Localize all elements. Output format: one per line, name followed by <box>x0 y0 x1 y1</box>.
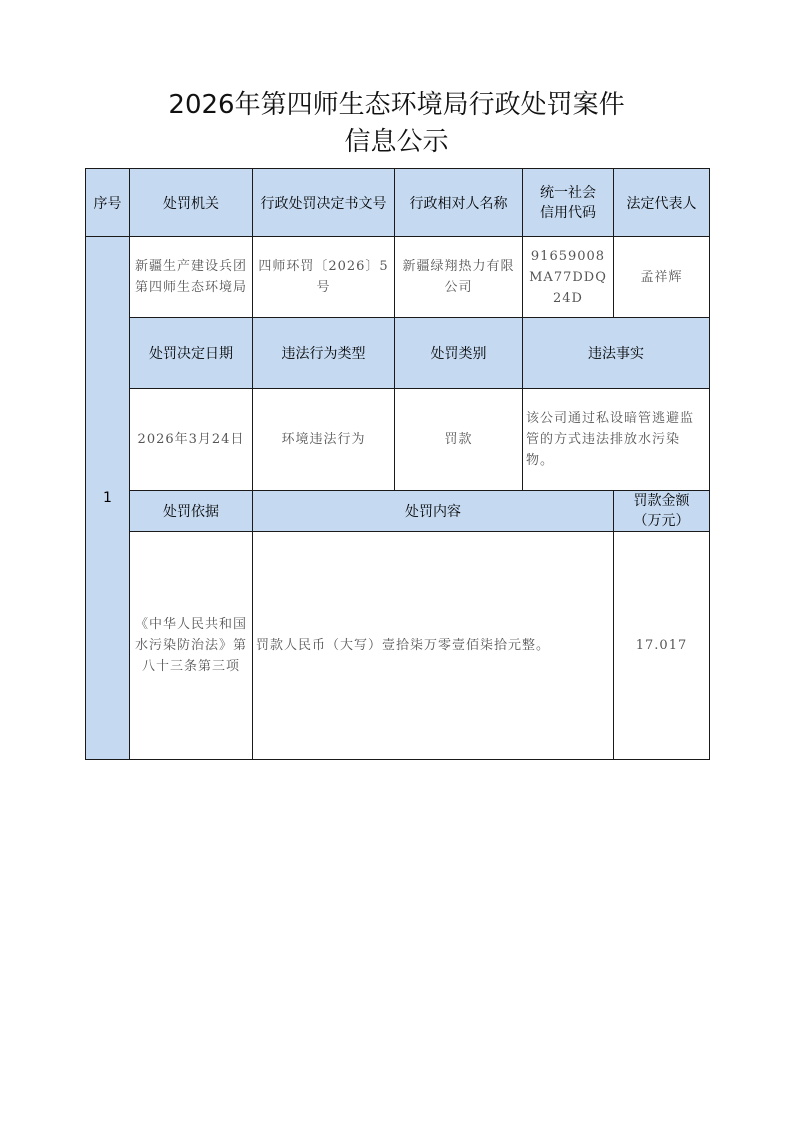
header-doc-no: 行政处罚决定书文号 <box>253 169 395 237</box>
cell-penalty-category: 罚款 <box>395 389 523 491</box>
data-row-1 <box>86 237 710 318</box>
header-amount-line2: （万元） <box>633 513 690 529</box>
penalty-info-table <box>85 168 710 760</box>
cell-authority: 新疆生产建设兵团第四师生态环境局 <box>130 237 253 318</box>
cell-legal-rep: 孟祥辉 <box>614 237 710 318</box>
cell-basis: 《中华人民共和国水污染防治法》第八十三条第三项 <box>130 532 253 760</box>
cell-credit-code: 91659008MA77DDQ24D <box>523 237 614 318</box>
header-row-2 <box>86 318 710 389</box>
cell-amount: 17.017 <box>614 532 710 760</box>
cell-content: 罚款人民币（大写）壹拾柒万零壹佰柒拾元整。 <box>253 532 614 760</box>
page-subtitle: 信息公示 <box>344 127 449 157</box>
header-credit-code-line2: 信用代码 <box>540 204 596 221</box>
header-amount-line1: 罚款金额 <box>633 493 690 509</box>
header-row-1 <box>86 169 710 237</box>
header-credit-code <box>523 169 614 237</box>
header-row-3 <box>86 491 710 532</box>
data-row-2 <box>86 389 710 491</box>
header-amount <box>614 491 710 532</box>
header-content: 处罚内容 <box>253 491 614 532</box>
header-facts: 违法事实 <box>523 318 710 389</box>
header-credit-code-line1: 统一社会 <box>540 184 596 201</box>
cell-decision-date: 2026年3月24日 <box>130 389 253 491</box>
cell-doc-no: 四师环罚〔2026〕5号 <box>253 237 395 318</box>
header-legal-rep: 法定代表人 <box>614 169 710 237</box>
data-row-3 <box>86 532 710 760</box>
cell-violation-type: 环境违法行为 <box>253 389 395 491</box>
header-party-name: 行政相对人名称 <box>395 169 523 237</box>
header-authority: 处罚机关 <box>130 169 253 237</box>
page-title: 2026年第四师生态环境局行政处罚案件 <box>168 90 625 120</box>
header-penalty-category: 处罚类别 <box>395 318 523 389</box>
cell-seq: 1 <box>86 237 130 760</box>
header-decision-date: 处罚决定日期 <box>130 318 253 389</box>
header-seq: 序号 <box>86 169 130 237</box>
cell-party-name: 新疆绿翔热力有限公司 <box>395 237 523 318</box>
cell-facts: 该公司通过私设暗管逃避监管的方式违法排放水污染物。 <box>523 389 710 491</box>
header-basis: 处罚依据 <box>130 491 253 532</box>
header-violation-type: 违法行为类型 <box>253 318 395 389</box>
